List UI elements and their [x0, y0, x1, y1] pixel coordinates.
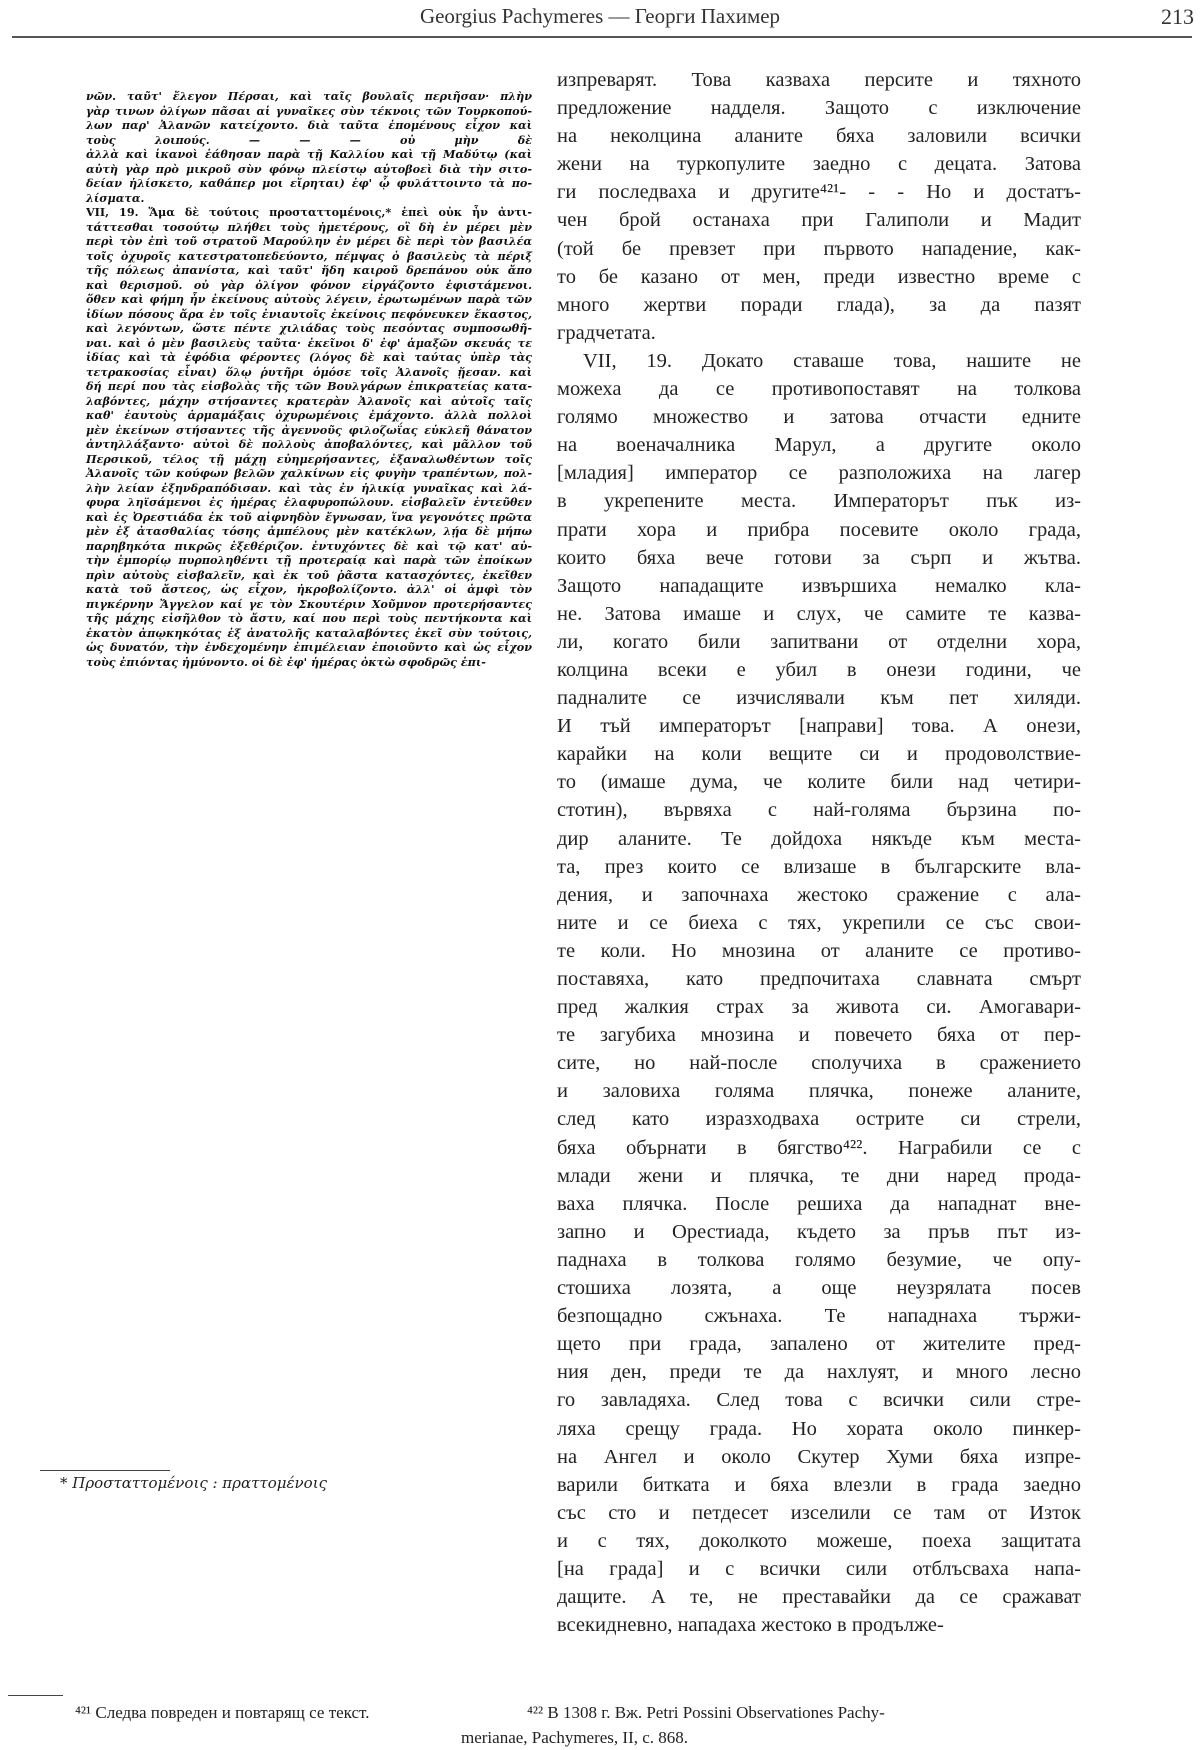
- translation-line: на военачалника Марул, а другите около: [557, 434, 1081, 457]
- translation-line: и с тях, доколкото можеше, поеха защитата: [557, 1529, 1081, 1552]
- greek-text-line: τὴν ἐμπορίῳ πυρποληθέντι τῇ προτεραίᾳ καὶ παρὰ τῶν ἐποίκων: [86, 553, 532, 567]
- translation-line: то бе казано от мен, преди известно време с: [557, 265, 1081, 288]
- greek-text-line: ἀντηλλάξαντο· αὐτοὶ δὲ πολλοὺς ἀποβαλόντες, καὶ μᾶλλον τοῦ: [86, 437, 532, 451]
- greek-text-line: φυρα ληϊσάμενοι ἐς ἡμέρας ἐλαφυροπώλουν. εἰσβαλεῖν ἐντεῦθεν: [86, 495, 532, 509]
- greek-text-line: πιγκέρνην Ἄγγελον καί γε τὸν Σκουτέριν Χοῦμνον προτερήσαντες: [86, 596, 532, 611]
- greek-text-line: πρὶν αὐτοὺς εἰσβαλεῖν, καὶ ἐκ τοῦ ῥᾶστα κατασχόντες, ἐκεῖθεν: [86, 567, 532, 582]
- translation-line: Защото нападащите извършиха немалко кла-: [557, 574, 1081, 597]
- greek-text-line: λίσματα.: [86, 190, 145, 205]
- translation-line: дащите. А те, не преставайки да се сражават: [557, 1586, 1081, 1609]
- greek-text-line: καὶ θερισμοῦ. οὐ γὰρ ὀλίγον φόνον εἰργάζοντο ἐφιστάμενοι.: [86, 277, 532, 292]
- greek-text-line: τῆς μάχης εἰσῆλθον τὸ ἄστυ, καί που περὶ τοὺς πεντήκοντα καὶ: [86, 611, 532, 625]
- translation-line: ните и се биеха с тях, укрепили се със свои-: [557, 911, 1081, 934]
- footnote-divider: [8, 1695, 63, 1696]
- translation-line: със сто и петдесет изселили се там от Изток: [557, 1501, 1081, 1524]
- translation-line: пред жалкия страх за живота си. Амогавари-: [557, 996, 1081, 1019]
- translation-line: [на града] и с всички сили отблъсваха напа-: [557, 1557, 1081, 1580]
- greek-text-line: ἑκατὸν ἀπῳκηκότας ἐξ ἀνατολῆς καταλαβόντες ἐκεῖ σὺν τούτοις,: [86, 625, 532, 640]
- translation-line: не. Затова имаше и слух, че самите те казва-: [557, 602, 1081, 625]
- translation-line: ваха плячка. После решиха да нападнат вне-: [557, 1192, 1081, 1215]
- greek-text-line: γὰρ τινων ὀλίγων πᾶσαι αἱ γυναῖκες σὺν τέκνοις τῶν Τουρκοπού-: [86, 103, 532, 118]
- translation-line: прати хора и прибра посевите около града,: [557, 518, 1081, 541]
- translation-line: колцина всеки е убил в онези години, че: [557, 658, 1081, 681]
- footnote-422-continued: merianae, Pachymeres, II, с. 868.: [461, 1728, 689, 1747]
- greek-text-line: τοὺς ἐπιόντας ἠμύνοντο. οἱ δὲ ἐφ' ἡμέρας ὀκτὼ σφοδρῶς ἐπι-: [86, 654, 486, 669]
- footnote-422: [461, 1700, 885, 1747]
- translation-line: много жертви поради глада), за да пазят: [557, 293, 1081, 316]
- translation-line: градчетата.: [557, 321, 656, 344]
- translation-line: и заловиха голяма плячка, понеже аланите,: [557, 1080, 1081, 1103]
- translation-line: които бяха вече готови за сърп и жътва.: [557, 546, 1081, 569]
- greek-text-line: ἰδίας καὶ τὰ ἐφόδια φέροντες (λόγος δὲ καὶ ταύτας ὑπὲρ τὰς: [86, 350, 532, 364]
- translation-line: варили битката и бяха влезли в града заедно: [557, 1473, 1081, 1496]
- translation-line: го завладяха. След това с всички сили стре-: [557, 1389, 1081, 1412]
- translation-line: падналите се изчислявали към пет хиляди.: [557, 687, 1081, 710]
- greek-text-line: Περσικοῦ, τέλος τῇ μάχῃ εὐημερήσαντες, ἐξαναλωθέντων τοῖς: [86, 451, 532, 466]
- greek-text-line: ἀλλὰ καὶ ἱκανοὶ ἑάθησαν παρὰ τῇ Καλλίου καὶ τῇ Μαδύτῳ (καὶ: [86, 147, 532, 161]
- translation-line: ния ден, преди те да нахлуят, и много лесно: [557, 1361, 1081, 1384]
- translation-line: дир аланите. Те дойдоха някъде към места-: [557, 827, 1081, 850]
- greek-text-line: παρηβηκότα πικρῶς ἐξεθέριζον. ἐντυχόντες δὲ καὶ τῷ κατ' αὐ-: [86, 538, 532, 553]
- translation-line: те загубиха мнозина и повечето бяха от пер-: [557, 1024, 1081, 1047]
- translation-line: всекидневно, нападаха жестоко в продълже-: [557, 1614, 944, 1637]
- greek-text-line: καὶ λεγόντων, ὥστε πέντε χιλιάδας τοὺς πεσόντας συμποσωθῆ-: [86, 321, 532, 335]
- greek-text-line: ἰδίων πόσους ἄρα ἐν τοῖς ἐνιαυτοῖς ἐκείνοις πεφόνευκεν ἕκαστος,: [86, 306, 532, 321]
- running-header: [0, 2, 1200, 32]
- page-number: 213: [1161, 4, 1194, 29]
- bulgarian-translation-column: [557, 66, 1081, 1639]
- translation-line: жени на туркопулите заедно с децата. Затова: [557, 153, 1081, 176]
- greek-text-line: μὲν ἐξ ἀτασθαλίας τόσης ἀμπέλους μὲν κατέκλων, λῄα δὲ μήπω: [86, 524, 532, 538]
- translation-line: [младия] император се разположиха на лагер: [557, 462, 1081, 485]
- translation-line: безпощадно сжънаха. Те нападнаха тържи-: [557, 1305, 1081, 1328]
- greek-text-line: δή περί που τὰς εἰσβολὰς τῆς τῶν Βουλγάρων ἐπικρατείας κατα-: [86, 379, 532, 393]
- greek-text-line: λαβόντες, μάχην στήσαντες κρατερὰν Ἀλανοῖς καὶ αὐτοῖς ταῖς: [86, 393, 532, 408]
- translation-line: ги последваха и другите⁴²¹- - - Но и достатъ-: [557, 181, 1081, 204]
- translation-line: И тъй императорът [направи] това. А онези,: [557, 715, 1081, 738]
- translation-line: чен брой останаха при Галиполи и Мадит: [557, 209, 1081, 232]
- greek-text-line: τετρακοσίας εἶναι) ὅλῳ ῥυτῆρι ὁμόσε τοῖς Ἀλανοῖς ᾔεσαν. καὶ: [86, 364, 532, 379]
- translation-line: дения, и започнаха жестоко сражение с ала-: [557, 883, 1081, 906]
- translation-line: на неколцина аланите бяха заловили всички: [557, 125, 1081, 148]
- translation-line: стошиха лозята, а още неузрялата посев: [557, 1277, 1081, 1300]
- greek-text-column: [86, 89, 532, 669]
- translation-line: в укрепените места. Императорът пък из-: [557, 490, 1081, 513]
- greek-text-line: λων παρ' Ἀλανῶν κατείχοντο. διὰ ταῦτα ἑπομένους εἶχον καὶ: [86, 118, 532, 132]
- greek-text-line: τοῖς ὀχυροῖς κατεστρατοπεδεύοντο, πέμψας ὁ βασιλεὺς τὰ πέριξ: [86, 248, 532, 263]
- greek-text-line: καθ' ἑαυτοὺς ἁρμαμάξαις ὀχυρωμένοις ἐμάχοντο. ἀλλὰ πολλοὶ: [86, 408, 532, 422]
- translation-line: голямо множество и затова отчасти едните: [557, 406, 1081, 429]
- greek-text-line: τάττεσθαι τοσούτῳ πλήθει τοὺς ἡμετέρους, οἳ δὴ ἐν μέρει μὲν: [86, 219, 532, 234]
- greek-text-line: καὶ ἐς Ὀρεστιάδα ἐκ τοῦ αἰφνηδὸν ἔγνωσαν, ἵνα γεγονότες πρῶτα: [86, 509, 532, 524]
- greek-apparatus-note: * Προσταττομένοις : πραττομένοις: [60, 1474, 327, 1492]
- greek-text-line: λὴν λείαν ἐξηνδραπόδισαν. καὶ τὰς ἐν ἡλικίᾳ γυναῖκας καὶ λά-: [86, 480, 532, 495]
- greek-text-line: ὅθεν καὶ φήμη ἦν ἐκείνους αὐτοὺς λέγειν, ἐρωτωμένων παρὰ τῶν: [86, 292, 532, 306]
- greek-text-line: Ἀλανοῖς τῶν κούφων βελῶν χαλκίνων εἰς φυγὴν τραπέντων, πολ-: [86, 466, 532, 480]
- translation-line: стотин), вървяха с най-голяма бързина по-: [557, 799, 1081, 822]
- footnote-422-text: ⁴²² В 1308 г. Вж. Petri Possini Observationes Pachy-: [527, 1703, 885, 1722]
- greek-text-line: τοὺς λοιπούς. — — — οὐ μὴν δὲ: [86, 132, 532, 147]
- footnote-421: ⁴²¹ Следва повреден и повтарящ се текст.: [75, 1703, 370, 1722]
- translation-line: та, през които се влизаше в българските вла-: [557, 855, 1081, 878]
- translation-line: запно и Орестиада, където за пръв път из-: [557, 1220, 1081, 1243]
- greek-text-line: τῆς πόλεως ἀπανίστα, καὶ ταῦτ' ἤδη καιροῦ δρεπάνου οὐκ ἄπο: [86, 263, 532, 277]
- greek-text-line: περὶ τὸν ἐπὶ τοῦ στρατοῦ Μαρούλην ἐν μέρει δὲ περὶ τὸν βασιλέα: [86, 234, 532, 248]
- greek-text-line: αὐτὴ γὰρ πρὸ μικροῦ σὺν φόνῳ πλείστῳ αὐτοβοεὶ διὰ τὴν σιτο-: [86, 161, 532, 176]
- greek-text-line: VII, 19. Ἅμα δὲ τούτοις προσταττομένοις,* ἐπεὶ οὐκ ἦν ἀντι-: [86, 205, 532, 219]
- footnotes: [75, 1700, 1085, 1747]
- translation-line: поставяха, като предпочитаха славната смърт: [557, 968, 1081, 990]
- translation-line: (той бе превзет при първото нападение, как-: [557, 237, 1081, 260]
- translation-line: бяха обърнати в бягство⁴²². Награбили се с: [557, 1136, 1081, 1159]
- translation-line: те коли. Но мнозина от аланите се противо-: [557, 939, 1081, 962]
- header-rule: [12, 36, 1192, 38]
- translation-line: паднаха в толкова голямо безумие, че опу-: [557, 1248, 1081, 1271]
- greek-text-line: ὡς δυνατόν, τὴν ἐνδεχομένην ἐπιμέλειαν ἐποιοῦντο καὶ ὡς εἶχον: [86, 640, 532, 654]
- header-title: Georgius Pachymeres — Георги Пахимер: [419, 4, 781, 28]
- translation-line: на Ангел и около Скутер Хуми бяха изпре-: [557, 1445, 1081, 1468]
- greek-text-line: νῶν. ταῦτ' ἔλεγον Πέρσαι, καὶ ταῖς βουλαῖς περιῆσαν· πλὴν: [86, 89, 532, 103]
- translation-line: предложение надделя. Защото с изключение: [557, 97, 1081, 120]
- greek-text-line: κατὰ τοῦ ἄστεος, ὡς εἶχον, ἠκροβολίζοντο. ἀλλ' οἱ ἀμφὶ τὸν: [86, 582, 532, 596]
- greek-text-line: δείαν ἡλίσκετο, καθάπερ μοι εἴρηται) ἐφ' ᾧ φυλάττοιντο τὰ πο-: [86, 176, 532, 190]
- translation-line: щето при града, запалено от жителите пред-: [557, 1333, 1081, 1356]
- translation-line: то (имаше дума, че колите били над четири-: [557, 771, 1081, 794]
- translation-line: можеха да се противопоставят на толкова: [557, 378, 1081, 401]
- greek-text-line: ναι. καὶ ὁ μὲν βασιλεὺς ταῦτα· ἐκεῖνοι δ' ἐφ' ἁμαξῶν σκευάς τε: [86, 335, 532, 350]
- translation-line: сите, но най-после сполучиха в сражението: [557, 1052, 1081, 1075]
- translation-line: карайки на коли вещите си и продоволствие-: [557, 743, 1081, 766]
- footnote-divider: [40, 1470, 170, 1471]
- greek-text-line: μὲν ἐκείνων στήσαντες τῆς ἀγεννοῦς φιλοζωΐας εὐκλεῆ θάνατον: [86, 422, 532, 437]
- translation-line: след като изразходваха острите си стрели,: [557, 1108, 1081, 1131]
- translation-line: млади жени и плячка, те дни наред прода-: [557, 1164, 1081, 1187]
- translation-line: ли, когато били запитвани от отделни хора,: [557, 630, 1081, 653]
- translation-line: ляха срещу града. Но хората около пинкер-: [557, 1417, 1081, 1440]
- translation-line: изпреварят. Това казваха персите и тяхното: [557, 69, 1081, 91]
- translation-line: VII, 19. Докато ставаше това, нашите не: [583, 349, 1081, 372]
